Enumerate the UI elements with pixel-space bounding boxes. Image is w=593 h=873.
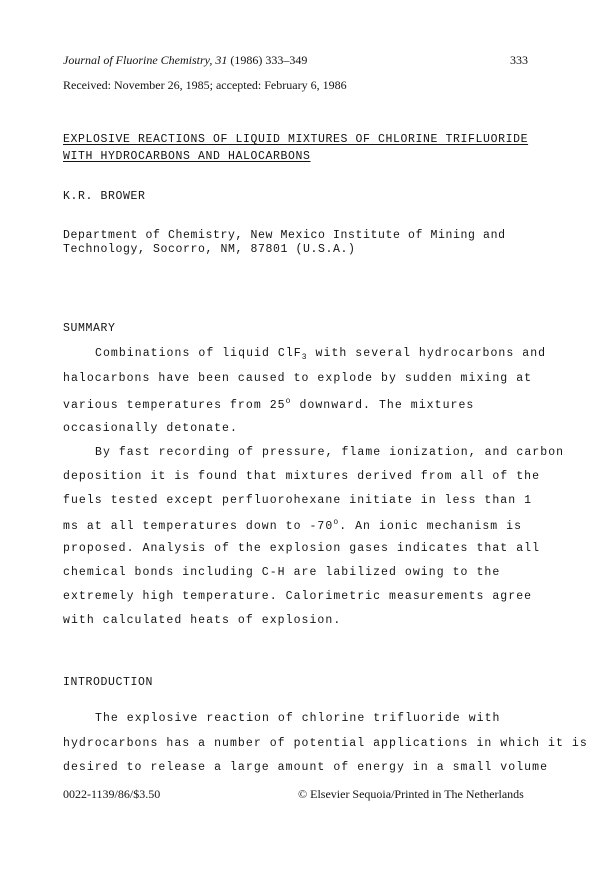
intro-line: The explosive reaction of chlorine trifluoride with [95, 712, 501, 725]
affiliation-line-1: Department of Chemistry, New Mexico Institute of Mining and [63, 229, 506, 242]
summary-heading: SUMMARY [63, 322, 116, 335]
summary-line: various temperatures from 25$^o$ downward. The mixtures [63, 397, 475, 412]
summary-line: with calculated heats of explosion. [63, 614, 342, 627]
summary-line: deposition it is found that mixtures derived from all of the [63, 470, 541, 483]
summary-line: proposed. Analysis of the explosion gases indicates that all [63, 542, 541, 555]
summary-line: By fast recording of pressure, flame ionization, and carbon [95, 446, 565, 459]
journal-citation [63, 53, 307, 68]
affiliation-line-2: Technology, Socorro, NM, 87801 (U.S.A.) [63, 243, 356, 256]
summary-line: fuels tested except perfluorohexane initiate in less than 1 [63, 494, 533, 507]
journal-volume: 31 [215, 53, 228, 67]
journal-pages: (1986) 333–349 [230, 53, 308, 67]
intro-line: desired to release a large amount of energy in a small volume [63, 761, 549, 774]
summary-line: extremely high temperature. Calorimetric measurements agree [63, 590, 533, 603]
summary-line: occasionally detonate. [63, 422, 238, 435]
summary-line: halocarbons have been caused to explode by sudden mixing at [63, 372, 533, 385]
author: K.R. BROWER [63, 190, 146, 203]
summary-line: ms at all temperatures down to -70$^o$. An ionic mechanism is [63, 518, 523, 533]
received-dates: Received: November 26, 1985; accepted: February 6, 1986 [63, 78, 347, 92]
article-title-line-2: WITH HYDROCARBONS AND HALOCARBONS [63, 150, 311, 163]
journal-name: Journal of Fluorine Chemistry, [63, 53, 213, 67]
summary-line: chemical bonds including C-H are labilized owing to the [63, 566, 501, 579]
summary-line: Combinations of liquid ClF$_3$ with several hydrocarbons and [95, 347, 547, 362]
intro-line: hydrocarbons has a number of potential applications in which it is [63, 737, 588, 750]
article-title-line-1: EXPLOSIVE REACTIONS OF LIQUID MIXTURES OF CHLORINE TRIFLUORIDE [63, 133, 529, 146]
page-number: 333 [510, 53, 528, 67]
publisher-notice: © Elsevier Sequoia/Printed in The Netherlands [298, 787, 524, 801]
article-code: 0022-1139/86/$3.50 [63, 787, 161, 801]
introduction-heading: INTRODUCTION [63, 676, 154, 689]
